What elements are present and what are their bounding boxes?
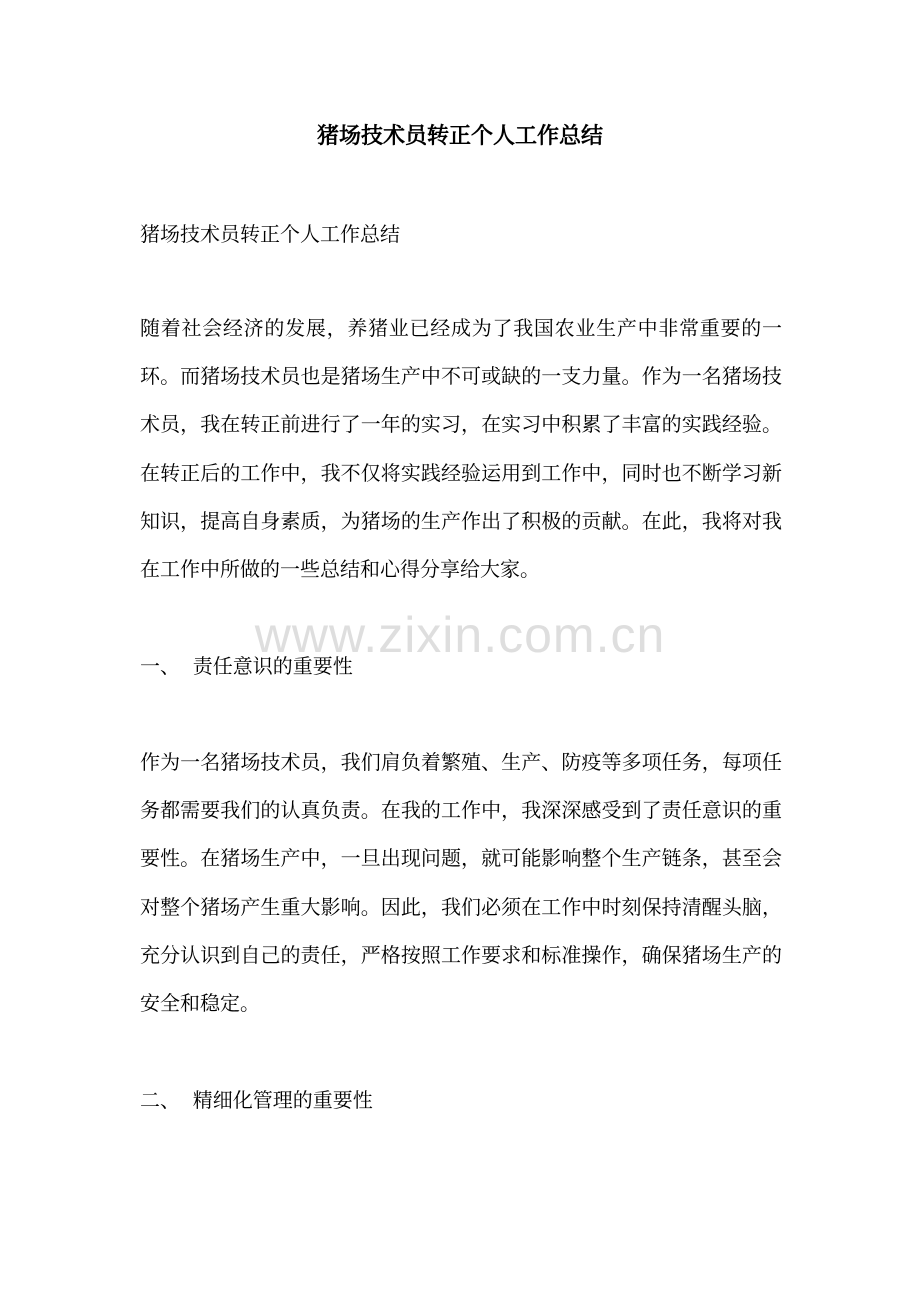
document-title: 猪场技术员转正个人工作总结	[316, 123, 603, 149]
section-1-paragraph: 作为一名猪场技术员，我们肩负着繁殖、生产、防疫等多项任务，每项任务都需要我们的认真负责。在我的工作中，我深深感受到了责任意识的重要性。在猪场生产中，一旦出现问题，就可能影响整个生产链条，甚至会对整个猪场产生重大影响。因此，我们必须在工作中时刻保持清醒头脑，充分认识到自己的责任，严格按照工作要求和标准操作，确保猪场生产的安全和稳定。	[140, 750, 782, 1016]
section-heading-1: 一、 责任意识的重要性	[140, 654, 353, 678]
site-watermark: www.zixin.com.cn	[254, 607, 666, 663]
document-subtitle: 猪场技术员转正个人工作总结	[140, 222, 400, 246]
intro-paragraph: 随着社会经济的发展，养猪业已经成为了我国农业生产中非常重要的一环。而猪场技术员也是猪场生产中不可或缺的一支力量。作为一名猪场技术员，我在转正前进行了一年的实习，在实习中积累了丰富的实践经验。在转正后的工作中，我不仅将实践经验运用到工作中，同时也不断学习新知识，提高自身素质，为猪场的生产作出了积极的贡献。在此，我将对我在工作中所做的一些总结和心得分享给大家。	[140, 316, 782, 582]
section-heading-2: 二、 精细化管理的重要性	[140, 1088, 373, 1112]
